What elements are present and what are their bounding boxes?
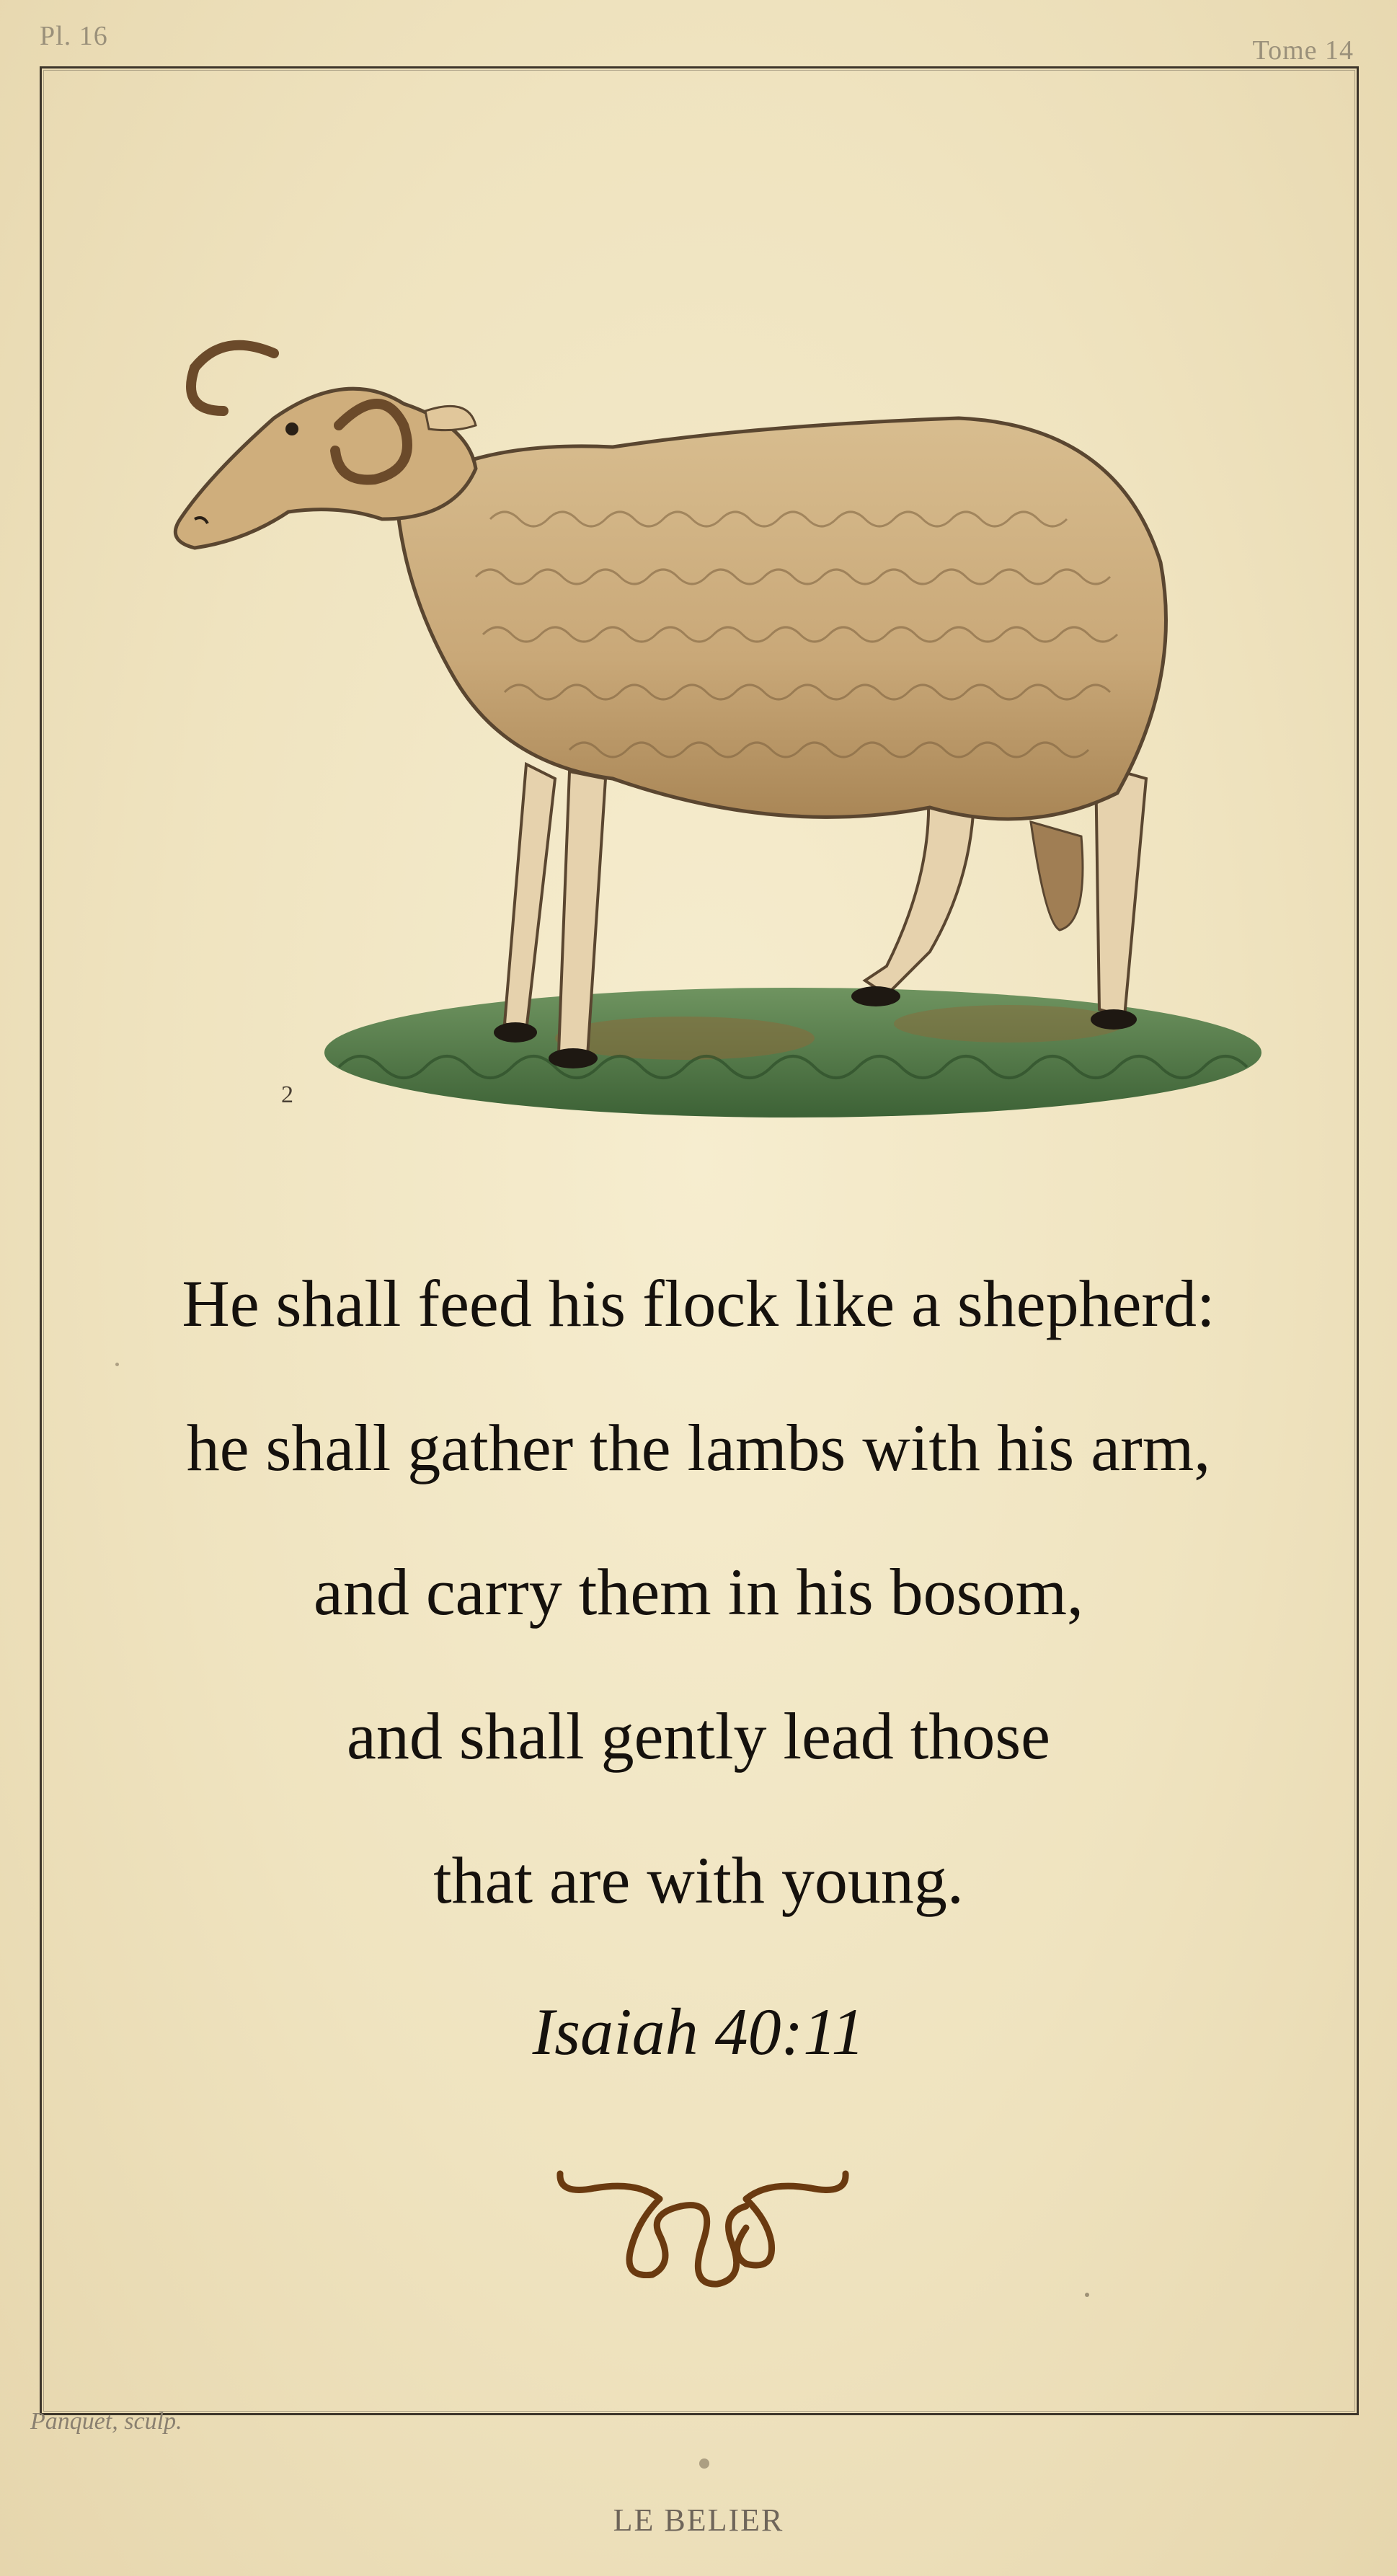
ram-tail	[1031, 822, 1083, 930]
plate-number: Pl. 16	[40, 21, 108, 51]
paper-speck	[1085, 2293, 1089, 2297]
figure-number: 2	[281, 1081, 293, 1108]
ram-engraving	[166, 303, 1290, 1139]
plate-caption: LE BELIER	[613, 2502, 784, 2538]
ram-eye	[285, 422, 298, 435]
verse-line-4: and shall gently lead those	[347, 1699, 1050, 1773]
verse-line-1: He shall feed his flock like a shepherd:	[182, 1267, 1215, 1340]
verse-line-2: he shall gather the lambs with his arm,	[186, 1411, 1211, 1484]
engraver-credit: Panquet, sculp.	[30, 2408, 182, 2435]
flourish-ornament	[551, 2156, 854, 2293]
scripture-reference: Isaiah 40:11	[532, 1995, 865, 2068]
ram-body	[396, 418, 1166, 819]
volume-label: Tome 14	[1252, 35, 1354, 66]
paper-speck	[699, 2458, 709, 2469]
verse-line-3: and carry them in his bosom,	[313, 1555, 1084, 1629]
paper-speck	[115, 1363, 119, 1366]
verse-line-5: that are with young.	[433, 1844, 964, 1917]
ram-ear	[425, 406, 476, 430]
